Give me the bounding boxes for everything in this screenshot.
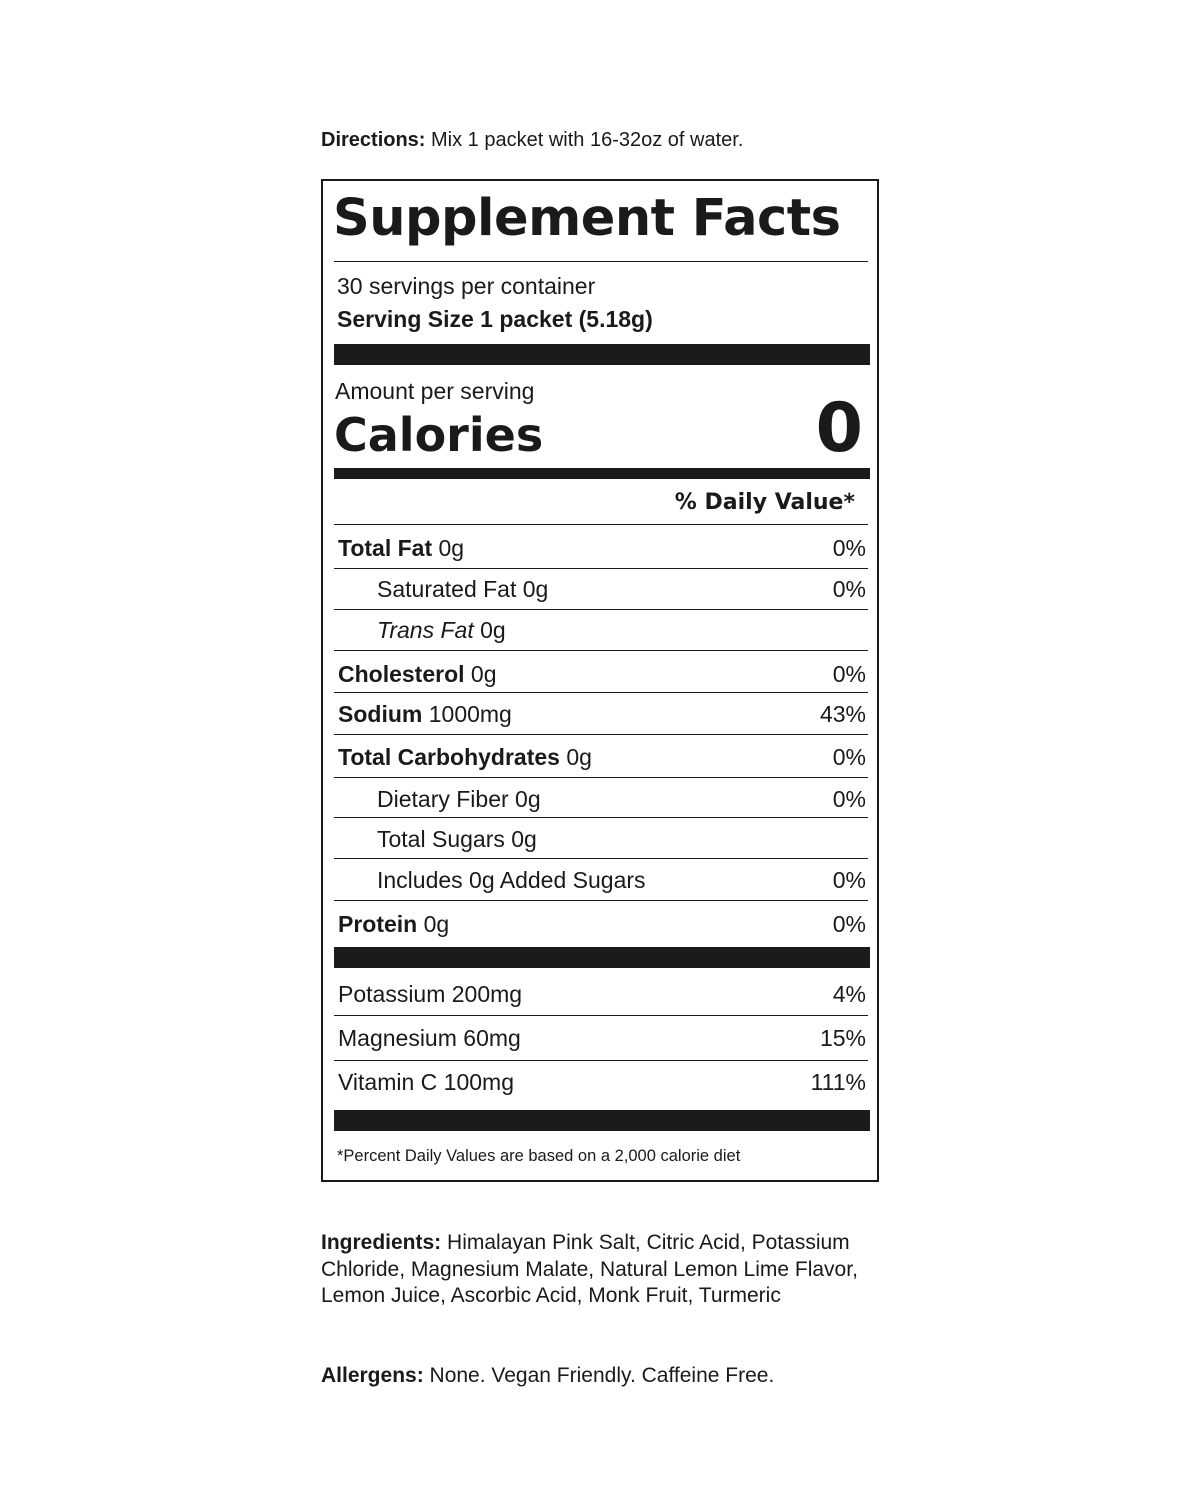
mineral-daily-value: 15% xyxy=(819,1025,866,1051)
mineral-row-magnesium xyxy=(334,1024,868,1052)
calories-value: 0 xyxy=(815,389,863,468)
nutrient-daily-value: 0% xyxy=(832,744,866,770)
nutrient-row-saturated-fat xyxy=(334,575,868,603)
medium-divider xyxy=(334,468,870,479)
mineral-name: Magnesium 60mg xyxy=(338,1025,521,1051)
nutrient-row-dietary-fiber xyxy=(334,785,868,813)
ingredients-value: Himalayan Pink Salt, Citric Acid, Potassium Chloride, Magnesium Malate, Natural Lemon Lime Flavor, Lemon Juice, Ascorbic Acid, Monk Fruit, Turmeric xyxy=(321,1231,858,1307)
mineral-daily-value: 111% xyxy=(810,1069,866,1095)
directions-label: Directions: xyxy=(321,129,426,151)
nutrient-row-total-sugars xyxy=(334,825,868,853)
divider xyxy=(334,734,868,735)
nutrient-row-added-sugars xyxy=(334,866,868,894)
nutrient-name: Total Sugars 0g xyxy=(377,826,537,852)
ingredients-text xyxy=(321,1230,891,1310)
nutrient-daily-value: 43% xyxy=(819,701,866,727)
nutrient-name: Includes 0g Added Sugars xyxy=(377,867,646,893)
ingredients-label: Ingredients: xyxy=(321,1231,442,1254)
nutrient-name: Total Carbohydrates 0g xyxy=(338,744,592,770)
panel-title: Supplement Facts xyxy=(333,189,841,248)
divider xyxy=(334,817,868,818)
divider xyxy=(334,524,868,525)
nutrient-name: Sodium 1000mg xyxy=(338,701,512,727)
mineral-row-vitamin-c xyxy=(334,1068,868,1096)
amount-per-serving: Amount per serving xyxy=(335,378,535,404)
calories-label: Calories xyxy=(334,408,544,462)
supplement-facts-panel xyxy=(321,179,879,1182)
directions-text xyxy=(321,127,921,153)
nutrient-daily-value: 0% xyxy=(832,535,866,561)
mineral-row-potassium xyxy=(334,980,868,1008)
divider xyxy=(334,1060,868,1061)
nutrient-name: Total Fat 0g xyxy=(338,535,465,561)
nutrient-daily-value: 0% xyxy=(832,911,866,937)
divider xyxy=(334,858,868,859)
thick-divider xyxy=(334,1110,870,1131)
nutrient-row-total-fat xyxy=(334,534,868,562)
allergens-label: Allergens: xyxy=(321,1364,424,1387)
thick-divider xyxy=(334,947,870,968)
mineral-daily-value: 4% xyxy=(832,981,866,1007)
divider xyxy=(334,1015,868,1016)
mineral-name: Potassium 200mg xyxy=(338,981,523,1007)
divider xyxy=(334,900,868,901)
nutrient-row-total-carbohydrates xyxy=(334,743,868,771)
nutrient-row-sodium xyxy=(334,700,868,728)
thick-divider xyxy=(334,344,870,365)
nutrient-name: Protein 0g xyxy=(338,911,450,937)
nutrient-name: Trans Fat 0g xyxy=(377,617,506,643)
nutrient-row-trans-fat xyxy=(334,616,868,644)
divider xyxy=(334,568,868,569)
serving-size: Serving Size 1 packet (5.18g) xyxy=(337,306,653,332)
nutrient-row-cholesterol xyxy=(334,660,868,688)
nutrient-name: Cholesterol 0g xyxy=(338,661,497,687)
daily-value-header: % Daily Value* xyxy=(674,490,855,515)
mineral-name: Vitamin C 100mg xyxy=(338,1069,514,1095)
divider xyxy=(334,650,868,651)
nutrient-daily-value: 0% xyxy=(832,867,866,893)
nutrient-daily-value: 0% xyxy=(832,576,866,602)
servings-per-container: 30 servings per container xyxy=(337,273,596,299)
nutrient-name: Dietary Fiber 0g xyxy=(377,786,541,812)
nutrient-daily-value: 0% xyxy=(832,786,866,812)
divider xyxy=(334,777,868,778)
daily-value-footnote: *Percent Daily Values are based on a 2,000 calorie diet xyxy=(337,1147,741,1165)
allergens-text xyxy=(321,1363,921,1389)
nutrient-daily-value: 0% xyxy=(832,661,866,687)
divider xyxy=(334,609,868,610)
divider xyxy=(334,261,868,262)
nutrient-name: Saturated Fat 0g xyxy=(377,576,549,602)
directions-value: Mix 1 packet with 16-32oz of water. xyxy=(425,129,744,151)
divider xyxy=(334,692,868,693)
allergens-value: None. Vegan Friendly. Caffeine Free. xyxy=(423,1364,775,1387)
nutrient-row-protein xyxy=(334,910,868,938)
